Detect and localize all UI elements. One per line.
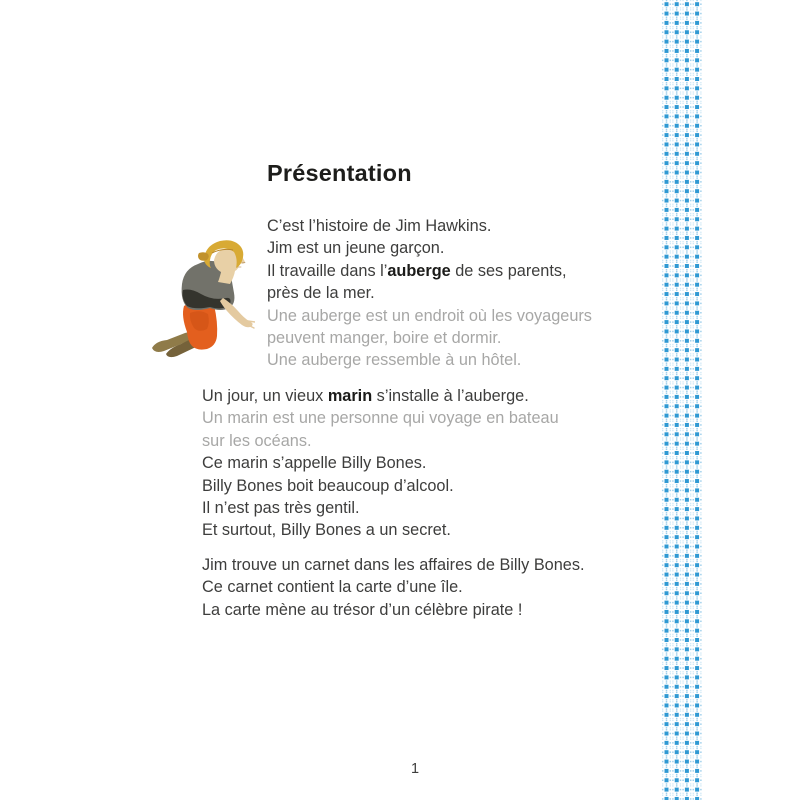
keyword-marin: marin <box>327 387 373 405</box>
page-number: 1 <box>410 761 420 777</box>
text-line: Ce marin s’appelle Billy Bones. <box>202 454 427 473</box>
illustration-arm <box>220 298 253 327</box>
paragraph-carnet <box>202 554 585 621</box>
text-line: Et surtout, Billy Bones a un secret. <box>202 521 451 540</box>
paragraph-marin <box>202 385 559 542</box>
definition-line: peuvent manger, boire et dormir. <box>267 329 502 348</box>
text-line: Ce carnet contient la carte d’une île. <box>202 578 463 597</box>
dotted-border-pattern <box>660 0 702 800</box>
text-line: Billy Bones boit beaucoup d’alcool. <box>202 476 454 495</box>
definition-line: Un marin est une personne qui voyage en bateau <box>202 409 559 428</box>
text-line: Il travaille dans l’auberge de ses parents, <box>267 261 567 280</box>
text-line: Jim trouve un carnet dans les affaires de Billy Bones. <box>202 556 585 574</box>
text-line: C’est l’histoire de Jim Hawkins. <box>267 217 492 235</box>
text-line: La carte mène au trésor d’un célèbre pirate ! <box>202 600 523 619</box>
paragraph-intro <box>267 215 592 372</box>
text-line: Il n’est pas très gentil. <box>202 499 360 518</box>
text-line: Jim est un jeune garçon. <box>267 239 445 258</box>
kneeling-person-illustration <box>150 238 255 360</box>
page-title: Présentation <box>267 160 412 186</box>
definition-line: Une auberge ressemble à un hôtel. <box>267 351 522 370</box>
text-line: Un jour, un vieux marin s’installe à l’auberge. <box>202 387 529 405</box>
text-line: près de la mer. <box>267 284 375 303</box>
keyword-auberge: auberge <box>387 261 451 280</box>
definition-line: sur les océans. <box>202 431 312 450</box>
definition-line: Une auberge est un endroit où les voyageurs <box>267 306 592 325</box>
